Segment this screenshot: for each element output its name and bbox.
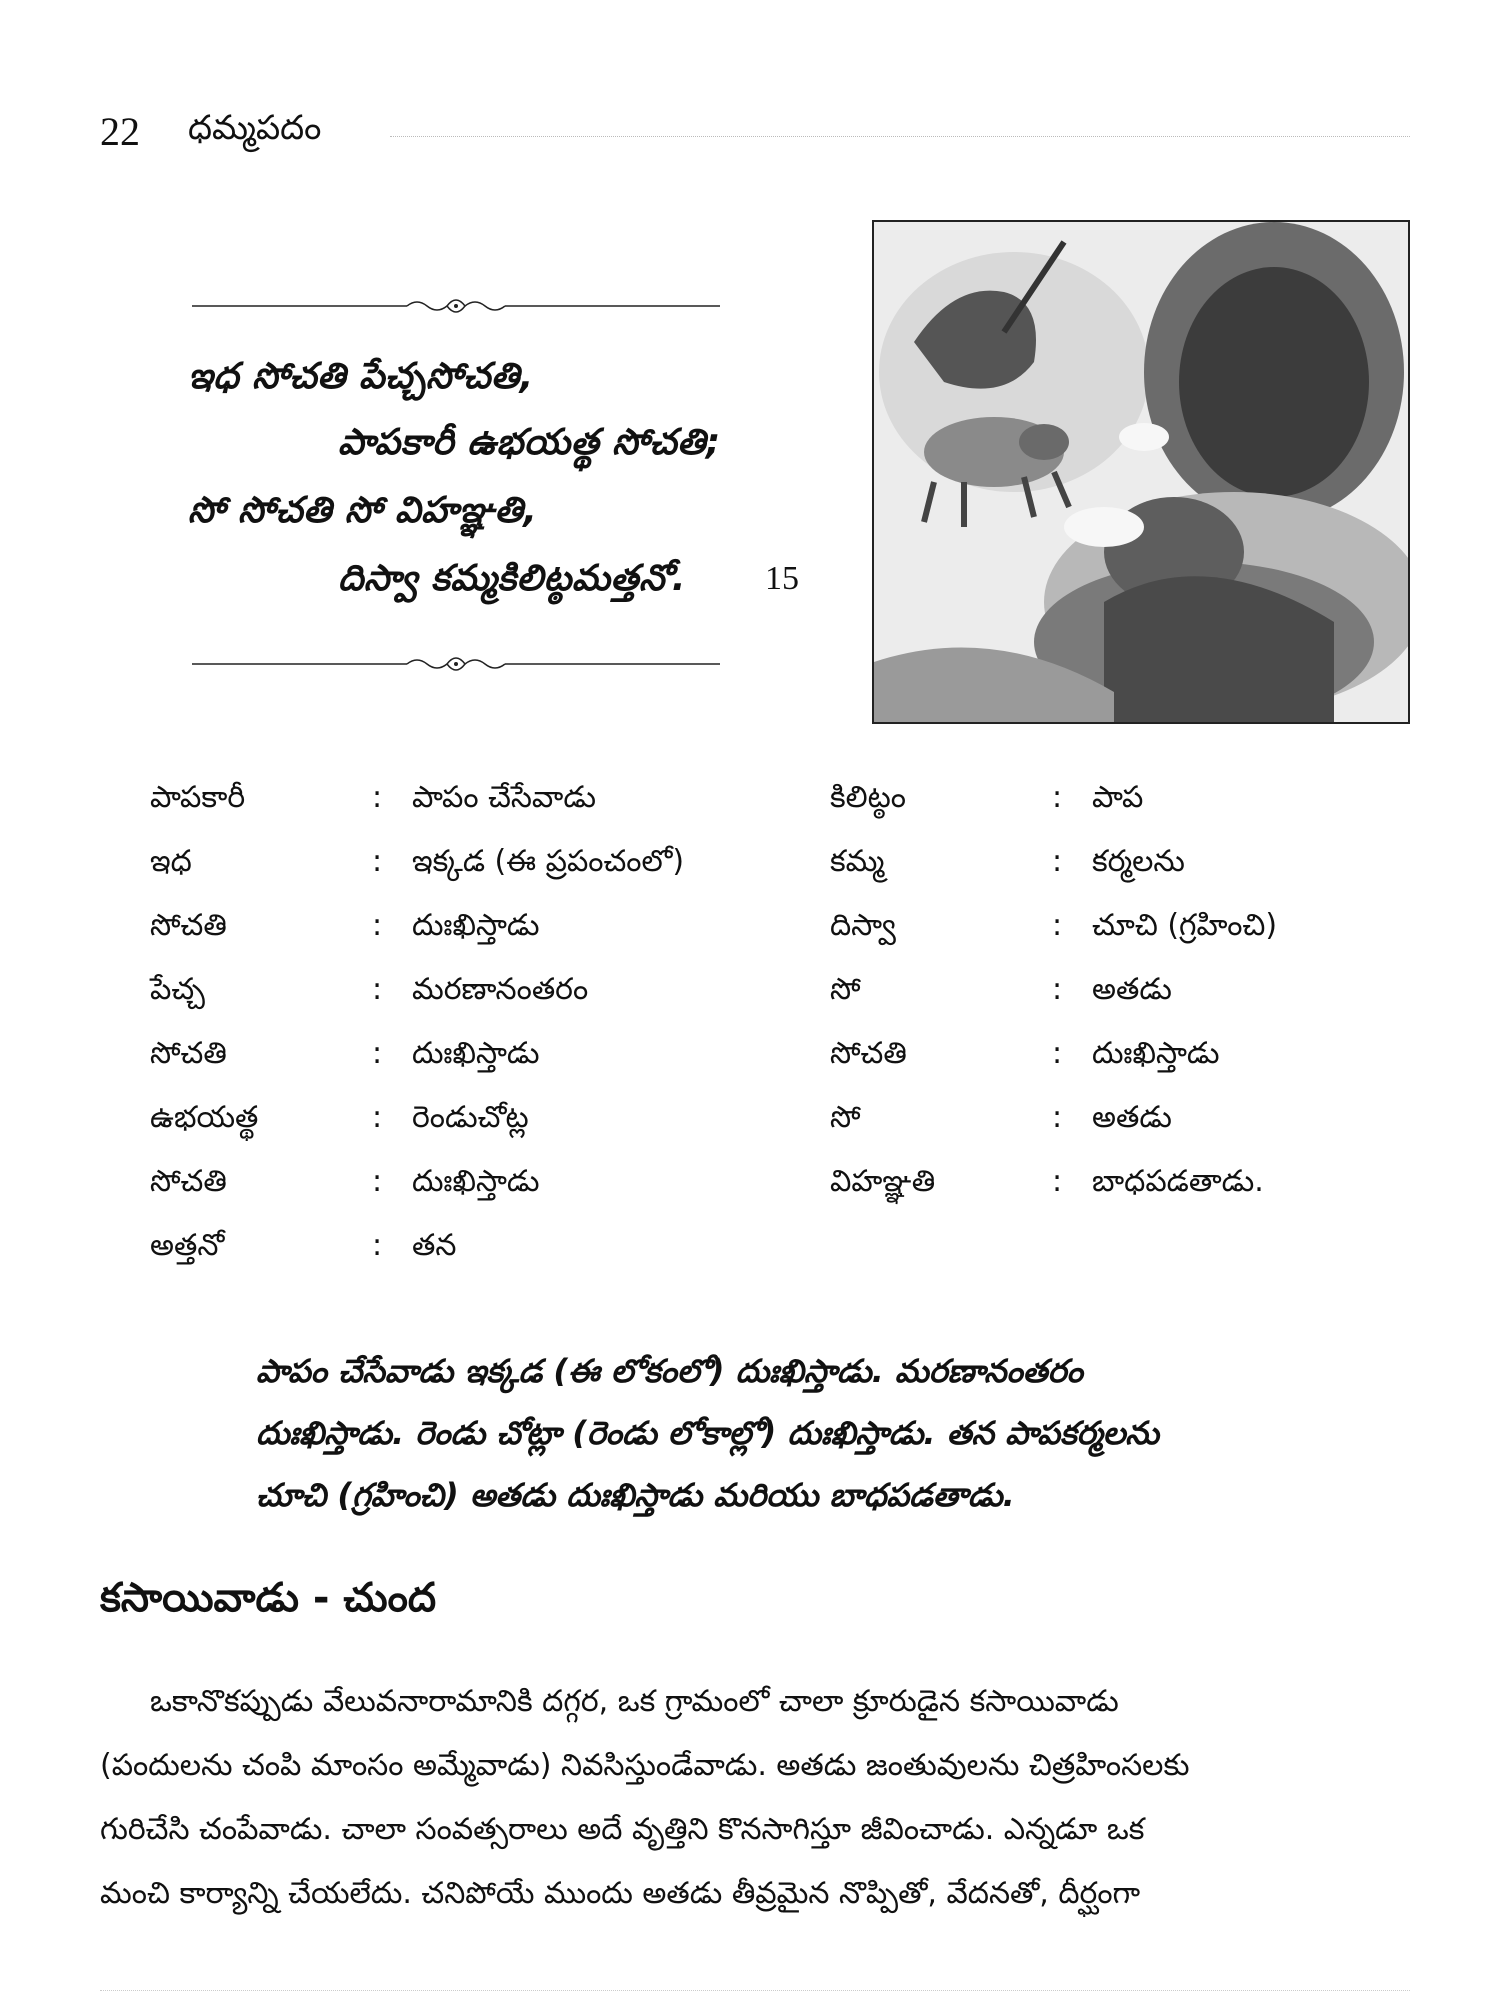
glossary-meaning: తన bbox=[412, 1228, 457, 1263]
glossary-colon: : bbox=[1052, 1164, 1063, 1199]
verse-line-1: ఇధ సోచతి పేచ్చసోచతి, bbox=[188, 356, 534, 397]
glossary-meaning: పాపం చేసేవాడు bbox=[412, 780, 596, 815]
glossary-word: విహఞ్ఞతి bbox=[830, 1164, 936, 1199]
glossary-colon: : bbox=[372, 1164, 383, 1199]
glossary-word: దిస్వా bbox=[830, 908, 896, 943]
glossary-word: సోచతి bbox=[150, 1036, 227, 1071]
glossary-colon: : bbox=[372, 908, 383, 943]
ornament-divider-bottom bbox=[192, 652, 720, 676]
glossary-word: సోచతి bbox=[150, 908, 227, 943]
glossary-word: కిలిట్ఠం bbox=[830, 780, 907, 815]
story-line-4: మంచి కార్యాన్ని చేయలేదు. చనిపోయే ముందు అతడు తీవ్రమైన నొప్పితో, వేదనతో, దీర్ఘంగా bbox=[100, 1876, 1141, 1911]
verse-number: 15 bbox=[765, 560, 799, 597]
glossary-colon: : bbox=[372, 780, 383, 815]
glossary-meaning: దుఃఖిస్తాడు bbox=[1092, 1036, 1220, 1071]
footer-rule bbox=[100, 1990, 1410, 1991]
glossary-colon: : bbox=[1052, 844, 1063, 879]
glossary-word: అత్తనో bbox=[150, 1228, 225, 1263]
glossary-meaning: అతడు bbox=[1092, 1100, 1172, 1135]
illustration-butcher bbox=[872, 220, 1410, 724]
glossary-word: పాపకారీ bbox=[150, 780, 246, 815]
glossary-colon: : bbox=[372, 1036, 383, 1071]
glossary-word: సోచతి bbox=[150, 1164, 227, 1199]
glossary-meaning: అతడు bbox=[1092, 972, 1172, 1007]
glossary-word: సోచతి bbox=[830, 1036, 907, 1071]
glossary-meaning: చూచి (గ్రహించి) bbox=[1092, 908, 1278, 943]
glossary-colon: : bbox=[1052, 1100, 1063, 1135]
glossary-meaning: దుఃఖిస్తాడు bbox=[412, 1036, 540, 1071]
glossary-colon: : bbox=[1052, 1036, 1063, 1071]
glossary-meaning: ఇక్కడ (ఈ ప్రపంచంలో) bbox=[412, 844, 685, 879]
glossary-meaning: రెండుచోట్ల bbox=[412, 1100, 529, 1135]
ornament-divider-top bbox=[192, 294, 720, 318]
glossary-colon: : bbox=[1052, 908, 1063, 943]
story-line-3: గురిచేసి చంపేవాడు. చాలా సంవత్సరాలు అదే వృత్తిని కొనసాగిస్తూ జీవించాడు. ఎన్నడూ ఒక bbox=[100, 1812, 1145, 1847]
glossary-word: సో bbox=[830, 1100, 861, 1135]
translation-line-1: పాపం చేసేవాడు ఇక్కడ (ఈ లోకంలో) దుఃఖిస్తాడు. మరణానంతరం bbox=[256, 1352, 1083, 1390]
verse-line-4: దిస్వా కమ్మకిలిట్ఠమత్తనో. bbox=[338, 558, 686, 599]
glossary-colon: : bbox=[372, 844, 383, 879]
glossary-colon: : bbox=[1052, 972, 1063, 1007]
glossary-word: ఇధ bbox=[150, 844, 192, 879]
translation-line-3: చూచి (గ్రహించి) అతడు దుఃఖిస్తాడు మరియు బాధపడతాడు. bbox=[256, 1476, 1015, 1514]
running-head-title: ధమ్మపదం bbox=[188, 108, 322, 148]
glossary-colon: : bbox=[1052, 780, 1063, 815]
glossary-meaning: మరణానంతరం bbox=[412, 972, 589, 1007]
header-rule bbox=[390, 136, 1410, 137]
glossary-meaning: కర్మలను bbox=[1092, 844, 1185, 879]
glossary-colon: : bbox=[372, 1228, 383, 1263]
page-number: 22 bbox=[100, 109, 140, 154]
glossary-word: సో bbox=[830, 972, 861, 1007]
glossary-word: కమ్మ bbox=[830, 844, 885, 879]
glossary-colon: : bbox=[372, 1100, 383, 1135]
verse-line-2: పాపకారీ ఉభయత్థ సోచతి; bbox=[338, 422, 721, 463]
glossary-meaning: దుఃఖిస్తాడు bbox=[412, 1164, 540, 1199]
glossary-meaning: పాప bbox=[1092, 780, 1144, 815]
glossary-word: పేచ్చ bbox=[150, 972, 205, 1007]
glossary-meaning: దుఃఖిస్తాడు bbox=[412, 908, 540, 943]
section-heading: కసాయివాడు - చుంద bbox=[100, 1575, 437, 1621]
glossary-colon: : bbox=[372, 972, 383, 1007]
glossary-word: ఉభయత్థ bbox=[150, 1100, 259, 1135]
translation-line-2: దుఃఖిస్తాడు. రెండు చోట్లా (రెండు లోకాల్లో) దుఃఖిస్తాడు. తన పాపకర్మలను bbox=[256, 1414, 1159, 1452]
story-line-1: ఒకానొకప్పుడు వేలువనారామానికి దగ్గర, ఒక గ్రామంలో చాలా క్రూరుడైన కసాయివాడు bbox=[150, 1684, 1119, 1719]
glossary-meaning: బాధపడతాడు. bbox=[1092, 1164, 1264, 1199]
story-line-2: (పందులను చంపి మాంసం అమ్మేవాడు) నివసిస్తుండేవాడు. అతడు జంతువులను చిత్రహింసలకు bbox=[100, 1748, 1190, 1783]
verse-line-3: సో సోచతి సో విహఞ్ఞతి, bbox=[188, 490, 538, 531]
